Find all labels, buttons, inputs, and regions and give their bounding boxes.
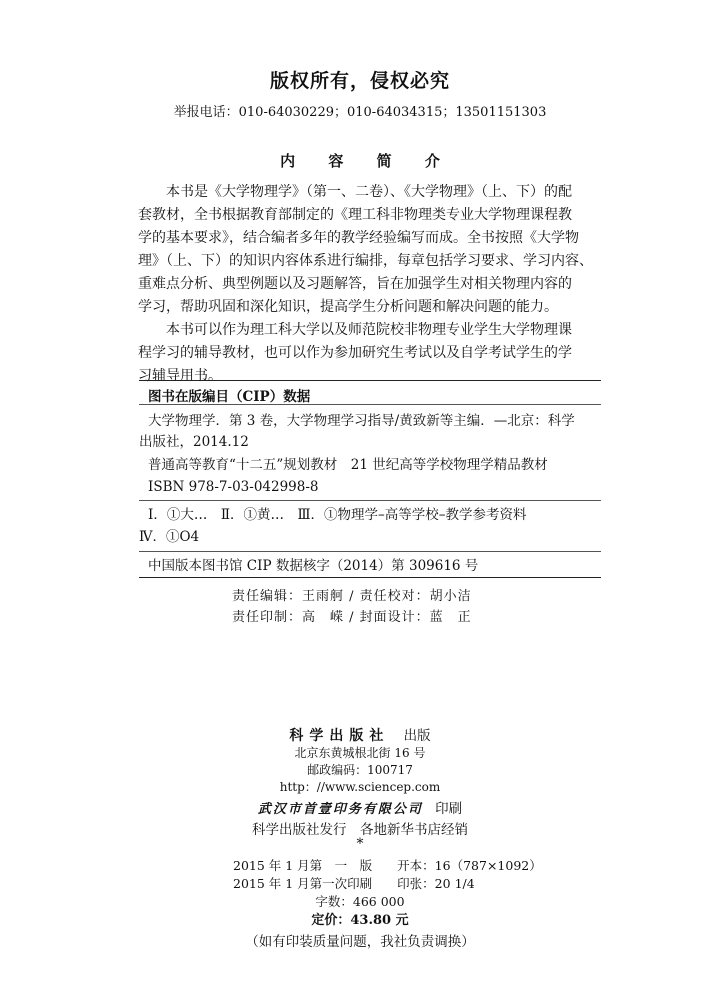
- cip-line-2: 出版社，2014.12: [139, 434, 249, 450]
- cip-isbn-rule: [139, 500, 601, 501]
- intro-line: 理》（上、下）的知识内容体系进行编排，每章包括学习要求、学习内容、: [138, 253, 593, 269]
- printer-line: [0, 797, 720, 817]
- intro-line: 套教材，全书根据教育部制定的《理工科非物理类专业大学物理课程教: [138, 207, 572, 223]
- publisher-url: http：//www.sciencep.com: [279, 780, 441, 794]
- staff-line-2: 责任印制：高 嵘 / 封面设计：蓝 正: [232, 610, 472, 625]
- intro-heading: 内 容 简 介: [280, 152, 454, 170]
- distribution: 科学出版社发行 各地新华书店经销: [252, 822, 468, 838]
- publisher-address: 北京东黄城根北街 16 号: [294, 746, 426, 760]
- cip-line-3: 普通高等教育“十二五”规划教材 21 世纪高等学校物理学精品教材: [148, 457, 548, 473]
- intro-line: 学的基本要求》，结合编者多年的教学经验编写而成。全书按照《大学物: [138, 230, 579, 246]
- intro-line: 学习，帮助巩固和深化知识，提高学生分析问题和解决问题的能力。: [138, 299, 558, 315]
- cip-line-1: 大学物理学．第 3 卷，大学物理学习指导/黄致新等主编．—北京：科学: [148, 413, 575, 429]
- cip-class-rule: [139, 551, 601, 552]
- price: 定价：43.80 元: [311, 913, 409, 928]
- edition-info: 2015 年 1 月第 一 版 开本：16（787×1092）: [233, 858, 542, 873]
- cip-bottom-rule: [139, 577, 601, 578]
- printing-info: 2015 年 1 月第一次印刷 印张：20 1/4: [233, 876, 475, 891]
- intro-line: 习辅导用书。: [138, 368, 222, 384]
- separator-star: *: [356, 836, 364, 852]
- cip-top-rule: [139, 380, 601, 381]
- cip-class-1: Ⅰ．①大… Ⅱ．①黄… Ⅲ．①物理学–高等学校–教学参考资料: [148, 507, 527, 523]
- intro-line: 本书是《大学物理学》（第一、二卷）、《大学物理》（上、下）的配: [166, 184, 572, 200]
- publisher-name: 科学出版社: [289, 728, 390, 744]
- cip-isbn: ISBN 978-7-03-042998-8: [148, 479, 319, 495]
- intro-line: 本书可以作为理工科大学以及师范院校非物理专业学生大学物理课: [166, 322, 572, 338]
- intro-line: 重难点分析、典型例题以及习题解答，旨在加强学生对相关物理内容的: [138, 276, 572, 292]
- report-phone: 举报电话：010-64030229；010-64034315；13501151303: [173, 105, 547, 120]
- cip-title: 图书在版编目（CIP）数据: [148, 389, 311, 405]
- cip-class-2: Ⅳ．①O4: [139, 529, 200, 545]
- cip-library-number: 中国版本图书馆 CIP 数据核字（2014）第 309616 号: [148, 558, 479, 574]
- publisher-postcode: 邮政编码：100717: [307, 763, 413, 777]
- copyright-title: 版权所有，侵权必究: [269, 70, 450, 92]
- intro-paragraph-1: [138, 181, 600, 388]
- cip-title-rule: [139, 404, 601, 405]
- staff-line-1: 责任编辑：王雨舸 / 责任校对：胡小洁: [232, 589, 472, 604]
- printer-name: 武汉市首壹印务有限公司: [257, 802, 423, 817]
- intro-line: 程学习的辅导教材，也可以作为参加研究生考试以及自学考试学生的学: [138, 345, 572, 361]
- publisher-role: 出版: [403, 728, 431, 744]
- publisher-line: [0, 724, 720, 745]
- quality-note: （如有印装质量问题，我社负责调换）: [245, 934, 475, 950]
- printer-role: 印刷: [435, 801, 463, 817]
- word-count: 字数：466 000: [315, 894, 405, 909]
